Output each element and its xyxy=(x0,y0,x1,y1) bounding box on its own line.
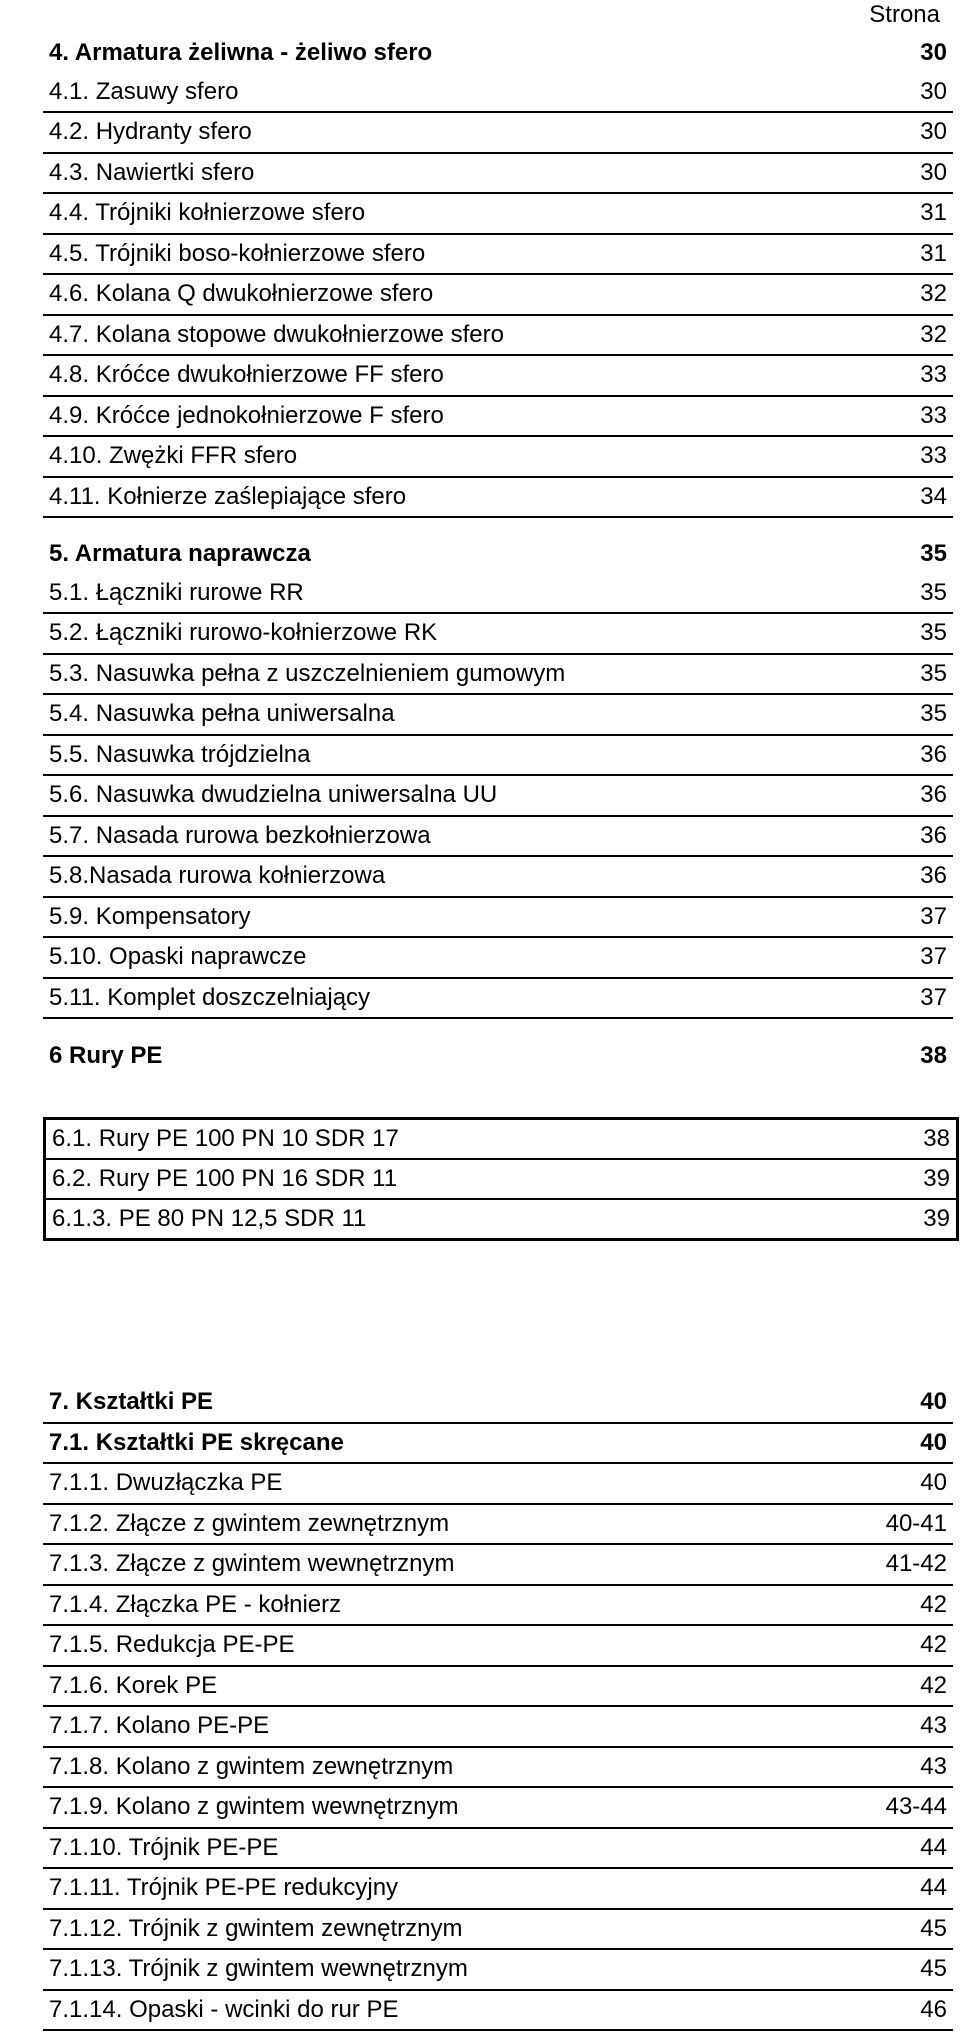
toc-entry-page: 42 xyxy=(920,1586,947,1625)
section-title: 6 Rury PE xyxy=(49,1037,162,1076)
toc-entry-label: 7.1.10. Trójnik PE-PE xyxy=(49,1829,278,1868)
toc-entry[interactable] xyxy=(46,1158,956,1198)
toc-entry-page: 31 xyxy=(920,235,947,274)
toc-entry[interactable] xyxy=(43,938,953,979)
subsection-heading[interactable] xyxy=(43,1424,953,1465)
toc-entry-label: 6.1.3. PE 80 PN 12,5 SDR 11 xyxy=(52,1200,366,1238)
toc-entry-label: 4.10. Zwężki FFR sfero xyxy=(49,437,297,476)
toc-entry-label: 7.1.3. Złącze z gwintem wewnętrznym xyxy=(49,1545,454,1584)
toc-entry[interactable] xyxy=(46,1120,956,1158)
toc-entry[interactable] xyxy=(43,695,953,736)
toc-entry-page: 43-44 xyxy=(886,1788,947,1827)
toc-entry-label: 7.1.4. Złączka PE - kołnierz xyxy=(49,1586,341,1625)
toc-entry-page: 32 xyxy=(920,275,947,314)
toc-entry-label: 4.9. Króćce jednokołnierzowe F sfero xyxy=(49,397,444,436)
toc-entry-page: 44 xyxy=(920,1869,947,1908)
toc-entry[interactable] xyxy=(43,1464,953,1505)
toc-entry-page: 31 xyxy=(920,194,947,233)
toc-entry-label: 4.3. Nawiertki sfero xyxy=(49,154,254,193)
toc-entry-label: 7.1.7. Kolano PE-PE xyxy=(49,1707,269,1746)
toc-list xyxy=(43,574,953,1020)
section-heading[interactable] xyxy=(43,34,953,73)
toc-entry[interactable] xyxy=(43,776,953,817)
toc-entry-page: 43 xyxy=(920,1748,947,1787)
toc-entry[interactable] xyxy=(43,817,953,858)
toc-entry-label: 7.1.9. Kolano z gwintem wewnętrznym xyxy=(49,1788,459,1827)
toc-entry-page: 35 xyxy=(920,614,947,653)
toc-entry-page: 35 xyxy=(920,695,947,734)
toc-entry-label: 7.1.13. Trójnik z gwintem wewnętrznym xyxy=(49,1950,468,1989)
toc-entry-label: 4.8. Króćce dwukołnierzowe FF sfero xyxy=(49,356,444,395)
toc-entry-label: 7.1.1. Dwuzłączka PE xyxy=(49,1464,282,1503)
toc-entry-label: 5.4. Nasuwka pełna uniwersalna xyxy=(49,695,395,734)
toc-entry-page: 32 xyxy=(920,316,947,355)
toc-entry-label: 5.8.Nasada rurowa kołnierzowa xyxy=(49,857,385,896)
toc-entry[interactable] xyxy=(43,73,953,114)
toc-entry-label: 4.4. Trójniki kołnierzowe sfero xyxy=(49,194,365,233)
toc-entry-label: 7.1.6. Korek PE xyxy=(49,1667,217,1706)
toc-entry[interactable] xyxy=(43,1586,953,1627)
toc-section-4 xyxy=(43,34,953,518)
toc-entry[interactable] xyxy=(43,614,953,655)
toc-entry[interactable] xyxy=(43,1869,953,1910)
toc-entry-label: 5.10. Opaski naprawcze xyxy=(49,938,306,977)
toc-entry-page: 30 xyxy=(920,154,947,193)
section-heading[interactable] xyxy=(43,1037,953,1076)
toc-entry-label: 5.6. Nasuwka dwudzielna uniwersalna UU xyxy=(49,776,497,815)
toc-entry[interactable] xyxy=(43,235,953,276)
toc-entry-page: 44 xyxy=(920,1829,947,1868)
toc-entry-page: 37 xyxy=(920,938,947,977)
toc-entry-page: 33 xyxy=(920,397,947,436)
toc-entry-page: 37 xyxy=(920,898,947,937)
toc-section-6 xyxy=(43,1037,953,1076)
toc-entry-label: 4.7. Kolana stopowe dwukołnierzowe sfero xyxy=(49,316,504,355)
toc-entry[interactable] xyxy=(43,1707,953,1748)
toc-entry[interactable] xyxy=(43,898,953,939)
subsection-page: 40 xyxy=(920,1424,947,1463)
toc-entry-label: 4.11. Kołnierze zaślepiające sfero xyxy=(49,478,406,517)
toc-entry-label: 7.1.11. Trójnik PE-PE redukcyjny xyxy=(49,1869,398,1908)
section-heading[interactable] xyxy=(43,1383,953,1424)
page-header xyxy=(0,0,940,34)
toc-entry[interactable] xyxy=(43,1950,953,1991)
toc-entry[interactable] xyxy=(43,1545,953,1586)
toc-entry[interactable] xyxy=(43,1829,953,1870)
toc-entry-page: 36 xyxy=(920,776,947,815)
toc-entry[interactable] xyxy=(43,194,953,235)
toc-entry[interactable] xyxy=(43,1991,953,2031)
toc-entry-label: 7.1.12. Trójnik z gwintem zewnętrznym xyxy=(49,1910,463,1949)
toc-entry-page: 37 xyxy=(920,979,947,1018)
toc-entry[interactable] xyxy=(43,275,953,316)
section-title: 5. Armatura naprawcza xyxy=(49,535,311,574)
toc-list xyxy=(43,73,953,519)
toc-entry-page: 36 xyxy=(920,817,947,856)
section-page: 30 xyxy=(920,34,947,73)
toc-entry-page: 39 xyxy=(923,1200,950,1238)
toc-entry[interactable] xyxy=(43,478,953,519)
toc-entry[interactable] xyxy=(43,1505,953,1546)
toc-entry-label: 7.1.5. Redukcja PE-PE xyxy=(49,1626,294,1665)
toc-entry-page: 36 xyxy=(920,736,947,775)
toc-entry-page: 42 xyxy=(920,1667,947,1706)
toc-section-7 xyxy=(43,1383,953,2031)
toc-entry-page: 40 xyxy=(920,1464,947,1503)
toc-entry-page: 39 xyxy=(923,1160,950,1198)
toc-entry-label: 5.5. Nasuwka trójdzielna xyxy=(49,736,310,775)
toc-entry-page: 41-42 xyxy=(886,1545,947,1584)
toc-entry-label: 5.9. Kompensatory xyxy=(49,898,250,937)
toc-entry-label: 7.1.14. Opaski - wcinki do rur PE xyxy=(49,1991,398,2030)
toc-entry[interactable] xyxy=(43,316,953,357)
toc-entry-label: 5.2. Łączniki rurowo-kołnierzowe RK xyxy=(49,614,437,653)
toc-entry[interactable] xyxy=(43,857,953,898)
section-title: 4. Armatura żeliwna - żeliwo sfero xyxy=(49,34,432,73)
toc-entry-page: 40-41 xyxy=(886,1505,947,1544)
section-page: 35 xyxy=(920,535,947,574)
toc-entry-page: 30 xyxy=(920,113,947,152)
section-title: 7. Kształtki PE xyxy=(49,1383,213,1422)
toc-entry[interactable] xyxy=(43,154,953,195)
toc-entry-label: 5.1. Łączniki rurowe RR xyxy=(49,574,304,613)
toc-entry-label: 7.1.8. Kolano z gwintem zewnętrznym xyxy=(49,1748,453,1787)
toc-entry-label: 4.5. Trójniki boso-kołnierzowe sfero xyxy=(49,235,425,274)
toc-entry-page: 45 xyxy=(920,1950,947,1989)
toc-entry[interactable] xyxy=(43,1667,953,1708)
toc-entry-label: 4.6. Kolana Q dwukołnierzowe sfero xyxy=(49,275,433,314)
subsection-title: 7.1. Kształtki PE skręcane xyxy=(49,1424,344,1463)
toc-entry-label: 4.1. Zasuwy sfero xyxy=(49,73,238,112)
toc-entry-label: 5.3. Nasuwka pełna z uszczelnieniem gumowym xyxy=(49,655,565,694)
toc-section-5 xyxy=(43,535,953,1019)
toc-entry[interactable] xyxy=(43,1910,953,1951)
toc-entry-page: 34 xyxy=(920,478,947,517)
section-page: 38 xyxy=(920,1037,947,1076)
toc-entry-page: 46 xyxy=(920,1991,947,2030)
toc-table-6 xyxy=(43,1117,959,1241)
toc-entry-page: 33 xyxy=(920,356,947,395)
toc-entry-label: 5.11. Komplet doszczelniający xyxy=(49,979,370,1018)
toc-entry-label: 7.1.2. Złącze z gwintem zewnętrznym xyxy=(49,1505,449,1544)
toc-entry[interactable] xyxy=(43,574,953,615)
toc-entry[interactable] xyxy=(43,397,953,438)
toc-entry[interactable] xyxy=(43,655,953,696)
toc-entry-page: 33 xyxy=(920,437,947,476)
toc-entry-label: 6.2. Rury PE 100 PN 16 SDR 11 xyxy=(52,1160,397,1198)
toc-entry-label: 6.1. Rury PE 100 PN 10 SDR 17 xyxy=(52,1120,399,1158)
toc-entry[interactable] xyxy=(43,979,953,1020)
toc-entry-page: 35 xyxy=(920,655,947,694)
toc-entry-label: 4.2. Hydranty sfero xyxy=(49,113,252,152)
toc-entry-page: 38 xyxy=(923,1120,950,1158)
section-page: 40 xyxy=(920,1383,947,1422)
toc-entry[interactable] xyxy=(43,1748,953,1789)
toc-entry-label: 5.7. Nasada rurowa bezkołnierzowa xyxy=(49,817,431,856)
toc-entry[interactable] xyxy=(43,1626,953,1667)
toc-entry[interactable] xyxy=(43,736,953,777)
toc-entry[interactable] xyxy=(46,1198,956,1238)
toc-entry-page: 45 xyxy=(920,1910,947,1949)
toc-entry[interactable] xyxy=(43,1788,953,1829)
page-column-label: Strona xyxy=(869,0,940,30)
toc-entry-page: 42 xyxy=(920,1626,947,1665)
toc-entry[interactable] xyxy=(43,113,953,154)
section-heading[interactable] xyxy=(43,535,953,574)
toc-entry-page: 35 xyxy=(920,574,947,613)
toc-entry[interactable] xyxy=(43,437,953,478)
toc-entry-page: 43 xyxy=(920,1707,947,1746)
toc-entry[interactable] xyxy=(43,356,953,397)
toc-entry-page: 30 xyxy=(920,73,947,112)
toc-entry-page: 36 xyxy=(920,857,947,896)
toc-list xyxy=(43,1464,953,2031)
